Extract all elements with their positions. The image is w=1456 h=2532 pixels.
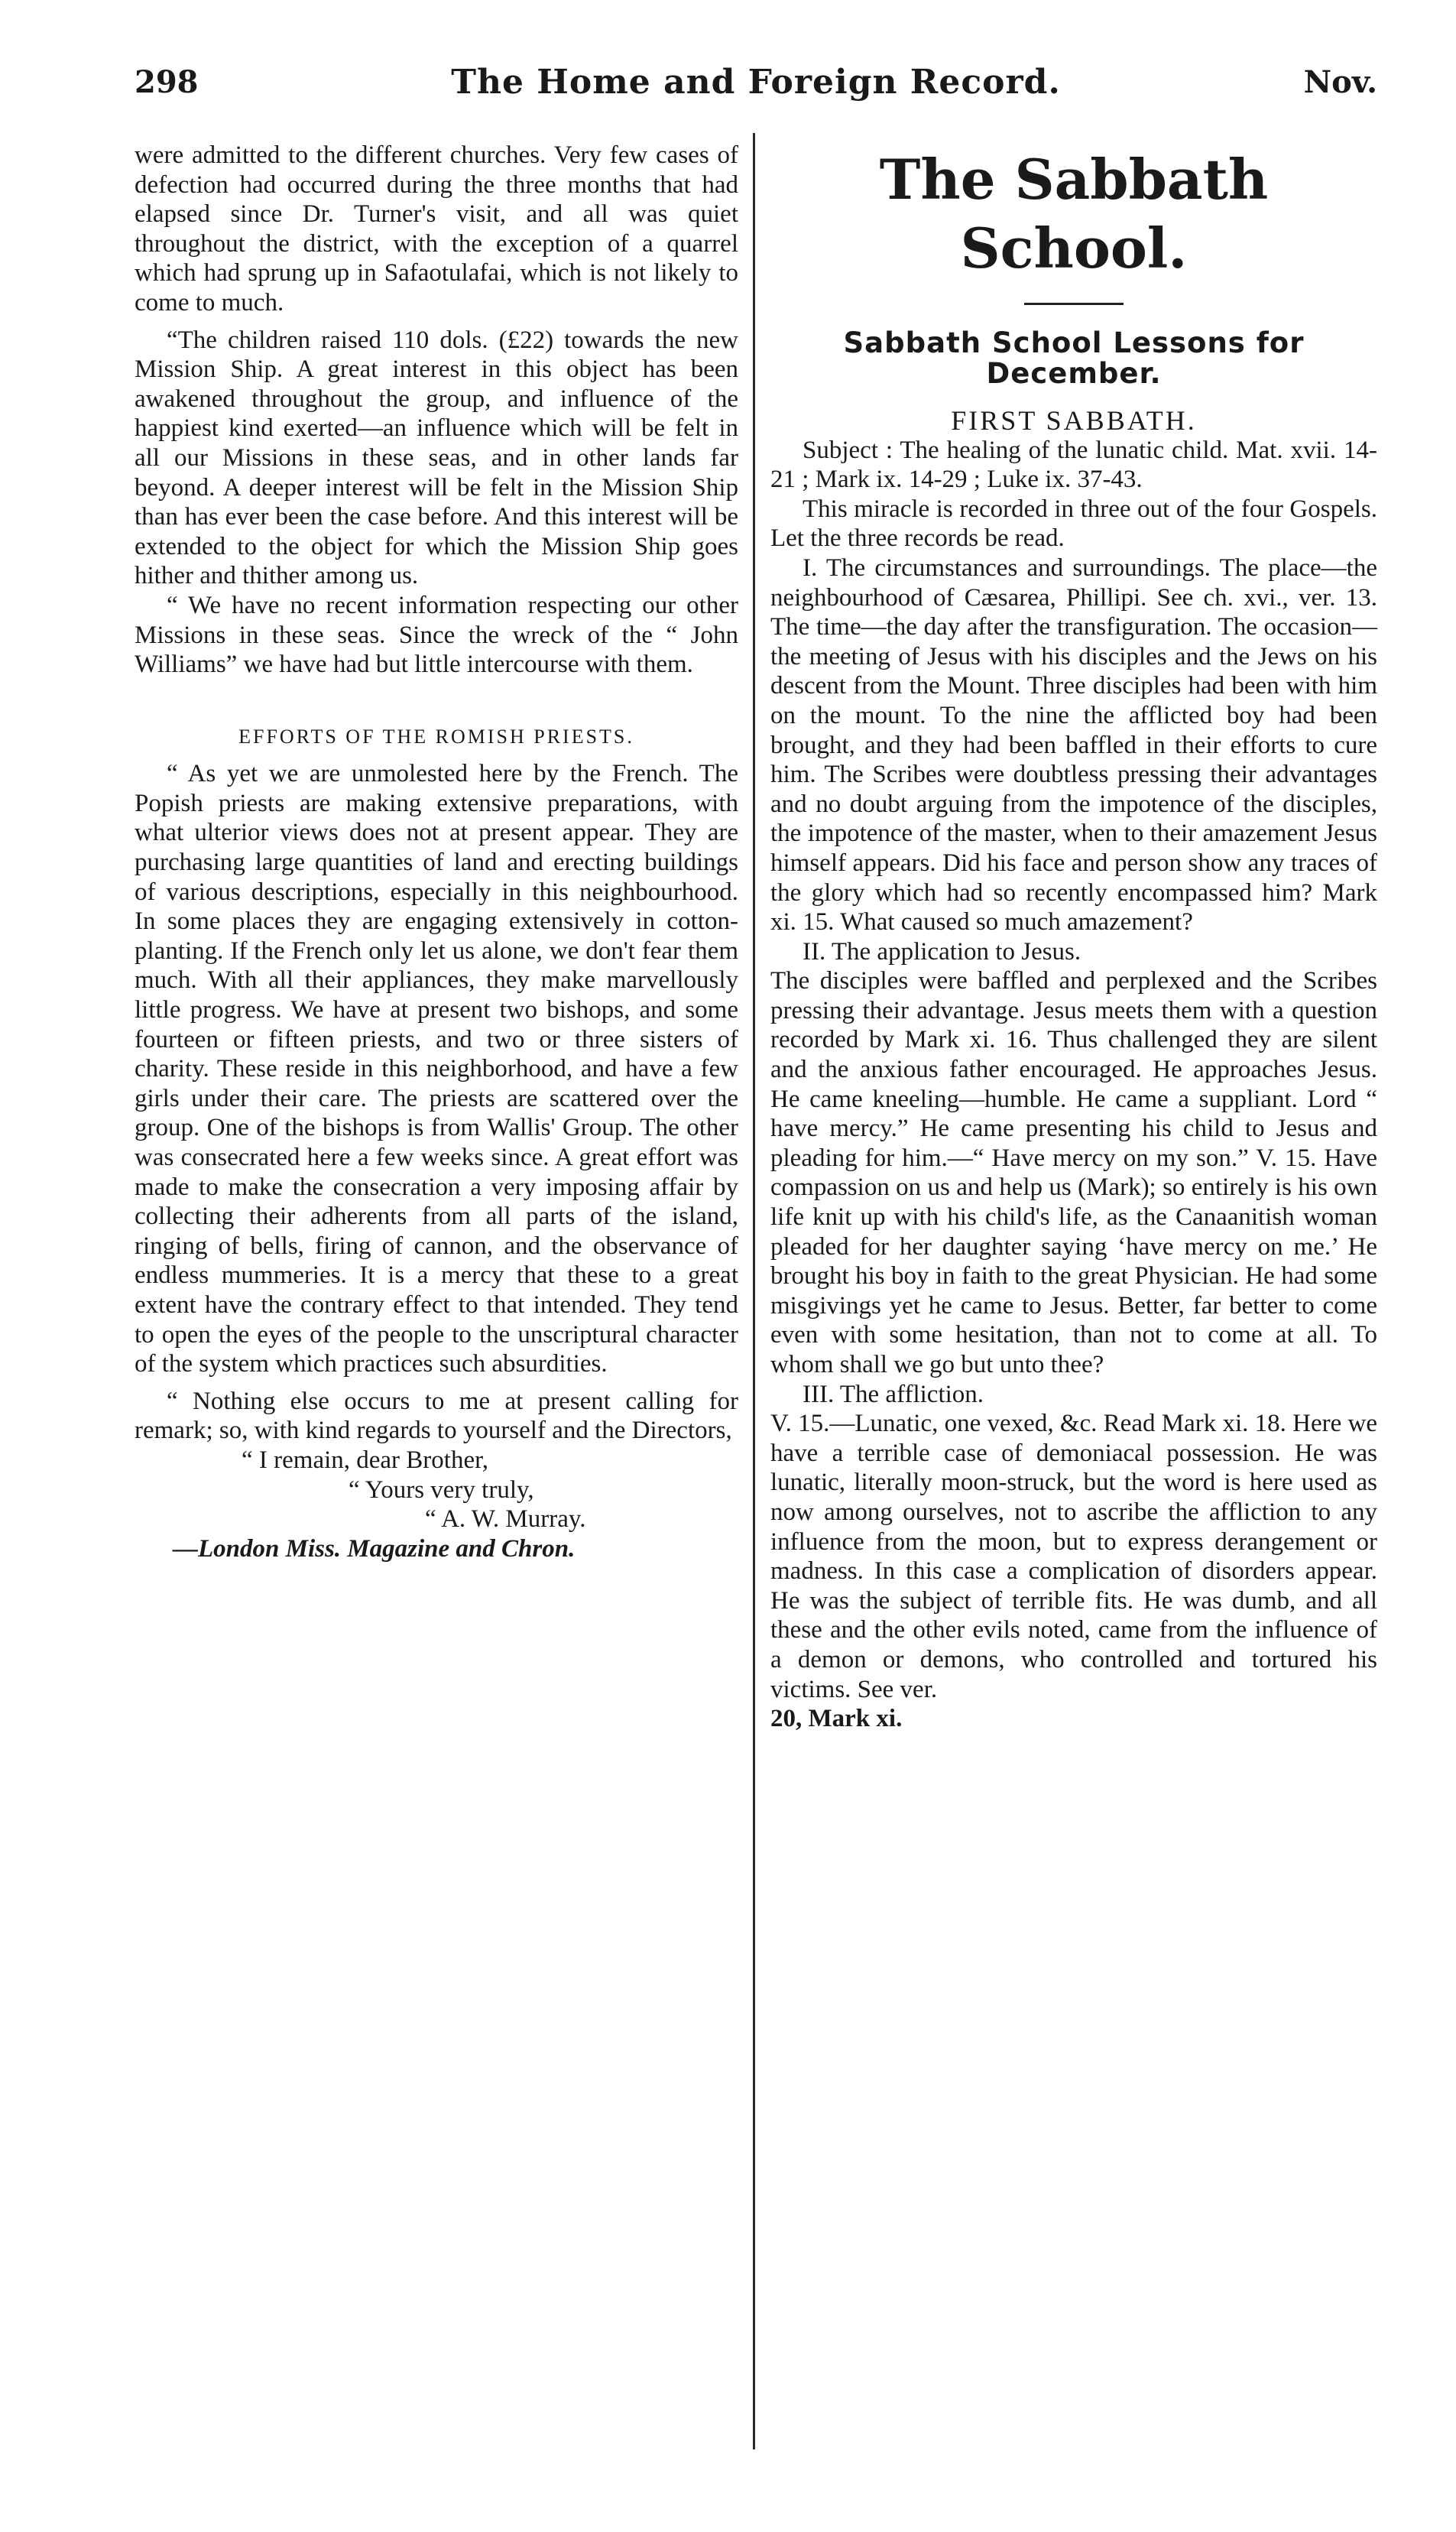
sabbath-subheading: FIRST SABBATH. <box>951 405 1197 436</box>
column-divider <box>753 133 755 2449</box>
paragraph: III. The affliction. <box>803 1380 984 1408</box>
source-citation: —London Miss. Magazine and Chron. <box>173 1534 576 1563</box>
paragraph: “ As yet we are unmolested here by the French. The Popish priests are making extensive preparations, with what ulterior views does not at present appear. They are purchasing large quantities of land and erecting buildings of various descriptions, especially in this neighbourhood. In some places they are engaging extensively in cotton-planting. If the French only let us alone, we don't fear them much. With all their appliances, they make marvellously little progress. We have at present two bishops, and some fourteen or fifteen priests, and two or three sisters of charity. These reside in this neighborhood, and have a few girls under their care. The priests are scattered over the group. One of the bishops is from Wallis' Group. The other was consecrated here a few weeks since. A great effort was made to make the consecration a very imposing affair by collecting their adherents from all parts of the island, ringing of bells, firing of cannon, and the observance of endless mummeries. It is a mercy that these to a great extent have the contrary effect to that intended. They tend to open the eyes of the people to the unscriptural character of the system which practices such absurdities. <box>135 760 738 1378</box>
signature-line: “ Yours very truly, <box>349 1475 534 1504</box>
paragraph: “ Nothing else occurs to me at present calling for remark; so, with kind regards to yourself and the Directors, <box>135 1387 738 1445</box>
issue-month: Nov. <box>1303 64 1377 100</box>
lesson-subject: Subject : The healing of the lunatic child. Mat. xvii. 14-21 ; Mark ix. 14-29 ; Luke ix. 37-43. <box>770 436 1377 494</box>
section-heading: EFFORTS OF THE ROMISH PRIESTS. <box>238 725 634 748</box>
signature-line: “ I remain, dear Brother, <box>242 1446 489 1474</box>
running-title: The Home and Foreign Record. <box>451 63 1061 102</box>
paragraph: II. The application to Jesus. <box>803 937 1081 966</box>
page-number: 298 <box>135 64 199 100</box>
paragraph: The disciples were baffled and perplexed and the Scribes pressing their advantage. Jesus meets them with a question recorded by Mark xi. 16. Thus challenged they are silent and the anxious father encouraged. He approaches Jesus. He came kneeling—humble. He came a suppliant. Lord “ have mercy.” He came presenting his child to Jesus and pleading for him.—“ Have mercy on my son.” V. 15. Have compassion on us and help us (Mark); so entirely is his own life knit up with his child's life, as the Canaanitish woman pleaded for her daughter saying ‘have mercy on me.’ He brought his boy in faith to the great Physician. He had some misgivings yet he came to Jesus. Better, far better to come even with some hesitation, than not to come at all. To whom shall we go but unto thee? <box>770 967 1377 1378</box>
signature-name: “ A. W. Murray. <box>425 1505 586 1534</box>
paragraph: V. 15.—Lunatic, one vexed, &c. Read Mark xi. 18. Here we have a terrible case of demoniacal possession. He was lunatic, literally moon-struck, but the word is here used as now among ourselves, not to ascribe the affliction to any influence from the moon, but to express derangement or madness. In this case a complication of disorders appear. He was the subject of terrible fits. He was dumb, and all these and the other evils noted, came from the influence of a demon or demons, who controlled and tortured his victims. See ver. <box>770 1410 1377 1703</box>
paragraph: “The children raised 110 dols. (£22) towards the new Mission Ship. A great interest in this object has been awakened throughout the group, and influence of the happiest kind exerted—an influence which will be felt in all our Missions in these seas, and in other lands far beyond. A deeper interest will be felt in the Mission Ship than has ever been the case before. And this interest will be extended to the object for which the Mission Ship goes hither and thither among us. <box>135 326 738 590</box>
section-title: The Sabbath School. <box>879 147 1269 281</box>
paragraph: 20, Mark xi. <box>770 1705 903 1733</box>
paragraph: “ We have no recent information respecting our other Missions in these seas. Since the wreck of the “ John Williams” we have had but little intercourse with them. <box>135 591 738 679</box>
paragraph: I. The circumstances and surroundings. The place—the neighbourhood of Cæsarea, Phillipi. See ch. xvi., ver. 13. The time—the day after the transfiguration. The occasion—the meeting of Jesus with his disciples and the Jews on his descent from the Mount. Three disciples had been with him on the mount. To the nine the afflicted boy had been brought, and they had been baffled in their efforts to cure him. The Scribes were doubtless pressing their advantages and no doubt arguing from the impotence of the disciples, the impotence of the master, when to their amazement Jesus himself appears. Did his face and person show any traces of the glory which had so recently encompassed him? Mark xi. 15. What caused so much amazement? <box>770 553 1377 937</box>
left-column <box>135 141 738 1563</box>
page-header <box>135 64 1377 113</box>
title-rule <box>1024 303 1124 305</box>
paragraph: were admitted to the different churches. Very few cases of defection had occurred during the three months that had elapsed since Dr. Turner's visit, and all was quiet throughout the district, with the exception of a quarrel which had sprung up in Safaotulafai, which is not likely to come to much. <box>135 141 738 316</box>
right-column <box>770 141 1377 1734</box>
paragraph: This miracle is recorded in three out of the four Gospels. Let the three records be read. <box>770 495 1377 553</box>
lessons-heading: Sabbath School Lessons for December. <box>843 326 1305 390</box>
